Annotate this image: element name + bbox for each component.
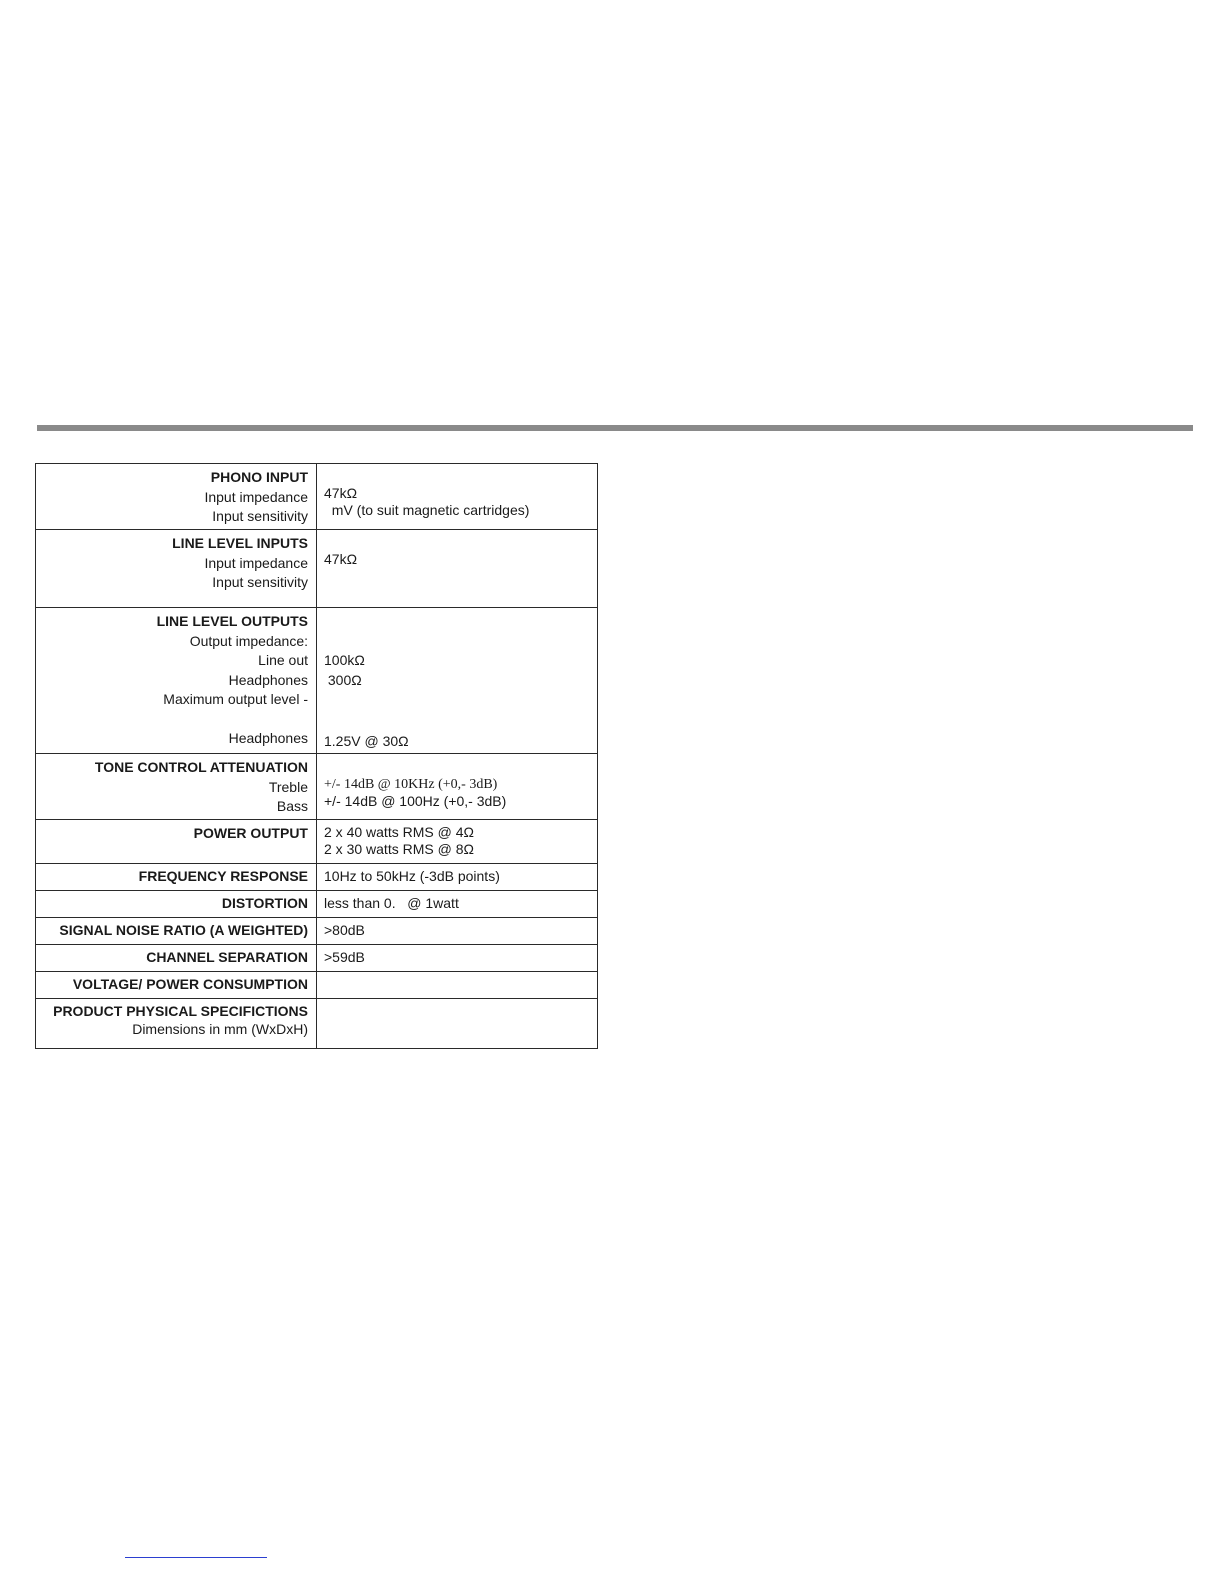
footer-link-underline [125, 1557, 267, 1558]
table-row [36, 891, 598, 918]
physical-value-cell [317, 999, 598, 1049]
phono-heading: PHONO INPUT [210, 469, 308, 485]
line-in-value-cell [317, 530, 598, 608]
headphones-impedance-label: Headphones [228, 671, 308, 688]
line-out-label: Line out [258, 652, 308, 668]
dimensions-label: Dimensions in mm (WxDxH) [132, 1021, 308, 1037]
physical-heading: PRODUCT PHYSICAL SPECIFICTIONS [53, 1003, 308, 1019]
snr-label-cell [36, 918, 317, 945]
line-in-heading: LINE LEVEL INPUTS [172, 535, 308, 551]
table-row [36, 945, 598, 972]
freq-heading: FREQUENCY RESPONSE [138, 868, 308, 884]
power-4ohm-value: 2 x 40 watts RMS @ 4Ω [324, 824, 474, 840]
table-row [36, 972, 598, 999]
line-in-impedance-label: Input impedance [204, 554, 308, 571]
freq-label-cell [36, 864, 317, 891]
table-row [36, 464, 598, 530]
phono-impedance-value: 47kΩ [324, 485, 358, 501]
phono-sensitivity-label: Input sensitivity [212, 508, 308, 524]
freq-value-cell [317, 864, 598, 891]
tone-label-cell [36, 754, 317, 820]
separation-value: >59dB [324, 949, 365, 965]
line-out-impedance-value: 100kΩ [324, 652, 365, 668]
separation-value-cell [317, 945, 598, 972]
line-out-value-cell [317, 608, 598, 754]
bass-label: Bass [276, 798, 308, 814]
phono-value-cell [317, 464, 598, 530]
tone-heading: TONE CONTROL ATTENUATION [94, 759, 308, 775]
phono-sensitivity-value: mV (to suit magnetic cartridges) [324, 502, 530, 518]
power-label-cell [36, 820, 317, 864]
bass-value: +/- 14dB @ 100Hz (+0,- 3dB) [324, 793, 507, 809]
line-in-sensitivity-label: Input sensitivity [212, 574, 308, 590]
table-row [36, 530, 598, 608]
distortion-value: less than 0. @ 1watt [324, 895, 459, 911]
headphones-level-label: Headphones [228, 729, 308, 746]
table-row [36, 864, 598, 891]
spec-table [35, 463, 598, 1049]
freq-value: 10Hz to 50kHz (-3dB points) [324, 868, 500, 884]
voltage-heading: VOLTAGE/ POWER CONSUMPTION [72, 976, 308, 992]
separation-label-cell [36, 945, 317, 972]
distortion-label-cell [36, 891, 317, 918]
table-row [36, 820, 598, 864]
snr-value: >80dB [324, 922, 365, 938]
headphones-level-value: 1.25V @ 30Ω [324, 733, 409, 749]
max-output-level-label: Maximum output level - [163, 691, 308, 707]
tone-value-cell [317, 754, 598, 820]
line-out-label-cell [36, 608, 317, 754]
power-value-cell [317, 820, 598, 864]
power-heading: POWER OUTPUT [193, 825, 308, 841]
header-rule [37, 425, 1193, 431]
treble-label: Treble [268, 778, 308, 795]
distortion-value-cell [317, 891, 598, 918]
table-row [36, 918, 598, 945]
snr-value-cell [317, 918, 598, 945]
line-out-heading: LINE LEVEL OUTPUTS [156, 613, 308, 629]
phono-label-cell [36, 464, 317, 530]
phono-impedance-label: Input impedance [204, 488, 308, 505]
separation-heading: CHANNEL SEPARATION [146, 949, 308, 965]
treble-value: +/- 14dB @ 10KHz (+0,- 3dB) [324, 777, 498, 792]
voltage-value-cell [317, 972, 598, 999]
line-in-impedance-value: 47kΩ [324, 551, 358, 567]
physical-label-cell [36, 999, 317, 1049]
power-8ohm-value: 2 x 30 watts RMS @ 8Ω [324, 841, 474, 857]
table-row [36, 608, 598, 754]
headphones-impedance-value: 300Ω [324, 671, 362, 688]
table-row [36, 999, 598, 1049]
line-in-label-cell [36, 530, 317, 608]
distortion-heading: DISTORTION [221, 895, 308, 911]
voltage-label-cell [36, 972, 317, 999]
output-impedance-label: Output impedance: [189, 632, 308, 649]
table-row [36, 754, 598, 820]
snr-heading: SIGNAL NOISE RATIO (A WEIGHTED) [59, 922, 308, 938]
